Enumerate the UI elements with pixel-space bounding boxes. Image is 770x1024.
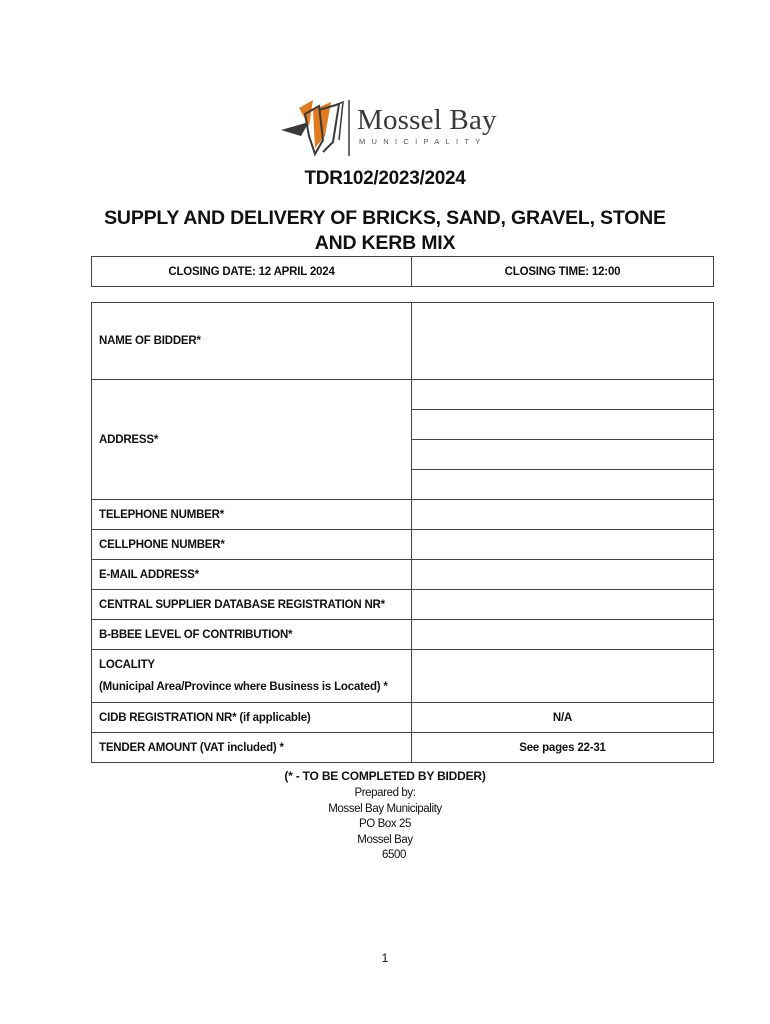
telephone-field[interactable]: [412, 500, 714, 530]
cellphone-row: [92, 530, 714, 560]
closing-table: [91, 256, 714, 287]
email-label: E-MAIL ADDRESS*: [92, 560, 412, 590]
email-field[interactable]: [412, 560, 714, 590]
logo-subtitle: MUNICIPALITY: [359, 137, 487, 146]
telephone-row: [92, 500, 714, 530]
tender-number: TDR102/2023/2024: [304, 168, 466, 189]
locality-row: [92, 650, 714, 703]
cidb-row: [92, 703, 714, 733]
municipality-logo: [279, 96, 497, 162]
closing-time: CLOSING TIME: 12:00: [412, 257, 714, 287]
address-field-3[interactable]: [412, 440, 714, 470]
locality-cell: [92, 650, 412, 703]
prepared-by-block: [0, 786, 770, 864]
cidb-label: CIDB REGISTRATION NR* (if applicable): [92, 703, 412, 733]
closing-date: CLOSING DATE: 12 APRIL 2024: [92, 257, 412, 287]
prepared-heading: Prepared by:: [354, 787, 416, 799]
bbbee-label: B-BBEE LEVEL OF CONTRIBUTION*: [92, 620, 412, 650]
prepared-town: Mossel Bay: [357, 833, 413, 846]
prepared-org: Mossel Bay Municipality: [328, 802, 442, 815]
cellphone-label: CELLPHONE NUMBER*: [92, 530, 412, 560]
cellphone-field[interactable]: [412, 530, 714, 560]
email-row: [92, 560, 714, 590]
logo-emblem-icon: [279, 96, 359, 162]
address-field-2[interactable]: [412, 410, 714, 440]
bidder-form-table: [91, 302, 714, 763]
cidb-value: N/A: [412, 703, 714, 733]
amount-row: [92, 733, 714, 763]
name-label: NAME OF BIDDER*: [92, 303, 412, 380]
name-row: [92, 303, 714, 380]
locality-field[interactable]: [412, 650, 714, 703]
document-title: SUPPLY AND DELIVERY OF BRICKS, SAND, GRAVEL, STONE AND KERB MIX: [104, 207, 666, 254]
csd-field[interactable]: [412, 590, 714, 620]
address-field-1[interactable]: [412, 380, 714, 410]
amount-value: See pages 22-31: [412, 733, 714, 763]
amount-label: TENDER AMOUNT (VAT included) *: [92, 733, 412, 763]
address-label: ADDRESS*: [92, 380, 412, 500]
locality-label: LOCALITY: [99, 659, 155, 671]
locality-sublabel: (Municipal Area/Province where Business is Located) *: [99, 681, 388, 693]
csd-row: [92, 590, 714, 620]
prepared-code: 6500: [382, 849, 406, 861]
bbbee-field[interactable]: [412, 620, 714, 650]
completion-note: (* - TO BE COMPLETED BY BIDDER): [284, 769, 486, 783]
address-row: [92, 380, 714, 410]
address-field-4[interactable]: [412, 470, 714, 500]
name-field[interactable]: [412, 303, 714, 380]
logo-name: Mossel Bay: [357, 104, 497, 136]
csd-label: CENTRAL SUPPLIER DATABASE REGISTRATION NR*: [92, 590, 412, 620]
telephone-label: TELEPHONE NUMBER*: [92, 500, 412, 530]
prepared-box: PO Box 25: [358, 818, 411, 830]
page-number: 1: [381, 951, 389, 965]
bbbee-row: [92, 620, 714, 650]
